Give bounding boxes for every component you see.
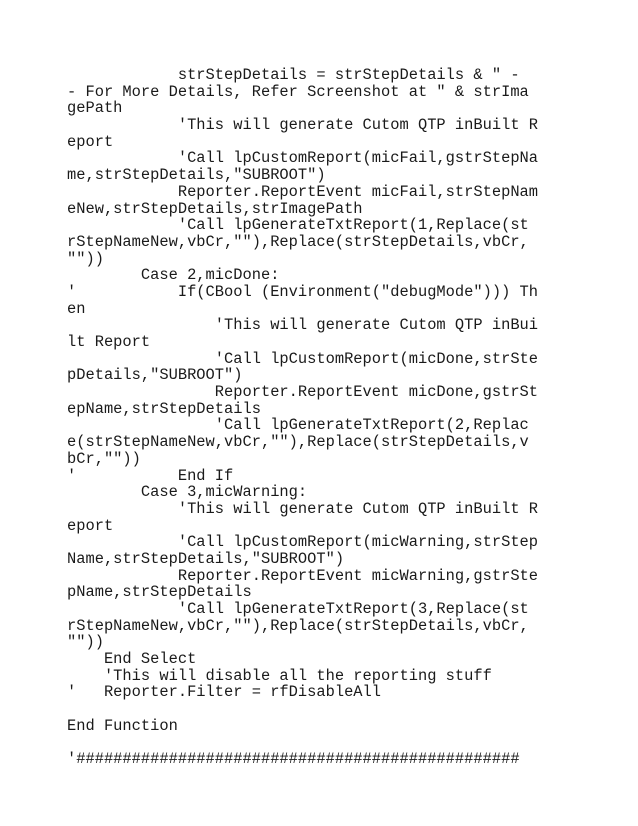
code-line: [67, 701, 587, 718]
code-line: Reporter.ReportEvent micDone,gstrSt: [67, 383, 539, 402]
code-line: Name,strStepDetails,"SUBROOT"): [67, 549, 345, 568]
code-line: "")): [67, 249, 104, 268]
code-line: 'Call lpCustomReport(micFail,gstrStepNa: [67, 149, 539, 168]
code-line: End Select: [67, 650, 197, 669]
code-line: ' Reporter.Filter = rfDisableAll: [67, 683, 382, 702]
code-line: 'Call lpCustomReport(micWarning,strStep: [67, 533, 539, 552]
code-block: [67, 67, 587, 768]
code-line: 'This will disable all the reporting stuff: [67, 666, 492, 685]
code-line: End Function: [67, 716, 178, 735]
code-line: rStepNameNew,vbCr,""),Replace(strStepDetails,vbCr,: [67, 232, 529, 251]
code-line: epName,strStepDetails: [67, 399, 261, 418]
code-line: eNew,strStepDetails,strImagePath: [67, 199, 363, 218]
code-line: Case 3,micWarning:: [67, 483, 308, 502]
code-line: 'Call lpCustomReport(micDone,strSte: [67, 349, 539, 368]
code-line: 'This will generate Cutom QTP inBuilt R: [67, 116, 539, 135]
code-line: strStepDetails = strStepDetails & " -: [67, 66, 520, 84]
code-line: Reporter.ReportEvent micFail,strStepNam: [67, 182, 539, 201]
code-line: pName,strStepDetails: [67, 583, 252, 602]
code-line: eport: [67, 516, 114, 535]
code-line: lt Report: [67, 333, 151, 351]
code-line: Reporter.ReportEvent micWarning,gstrSte: [67, 566, 539, 585]
code-line: gePath: [67, 99, 123, 118]
code-line: [67, 735, 587, 752]
code-line: en: [67, 299, 86, 318]
code-line: 'Call lpGenerateTxtReport(3,Replace(st: [67, 600, 529, 618]
code-line: - For More Details, Refer Screenshot at " & strIma: [67, 82, 529, 101]
code-line: Case 2,micDone:: [67, 266, 280, 285]
code-line: '################################################: [67, 750, 520, 769]
code-line: 'Call lpGenerateTxtReport(2,Replac: [67, 416, 529, 435]
code-line: "")): [67, 633, 104, 652]
code-line: ' End If: [67, 466, 234, 485]
code-line: e(strStepNameNew,vbCr,""),Replace(strStepDetails,v: [67, 433, 529, 452]
code-line: 'Call lpGenerateTxtReport(1,Replace(st: [67, 216, 529, 235]
code-line: 'This will generate Cutom QTP inBui: [67, 316, 539, 335]
code-line: eport: [67, 132, 114, 151]
code-line: me,strStepDetails,"SUBROOT"): [67, 166, 326, 185]
code-line: rStepNameNew,vbCr,""),Replace(strStepDetails,vbCr,: [67, 616, 529, 635]
code-line: 'This will generate Cutom QTP inBuilt R: [67, 499, 539, 518]
code-line: bCr,"")): [67, 449, 141, 468]
code-line: ' If(CBool (Environment("debugMode"))) Th: [67, 282, 539, 301]
code-line: pDetails,"SUBROOT"): [67, 366, 243, 385]
